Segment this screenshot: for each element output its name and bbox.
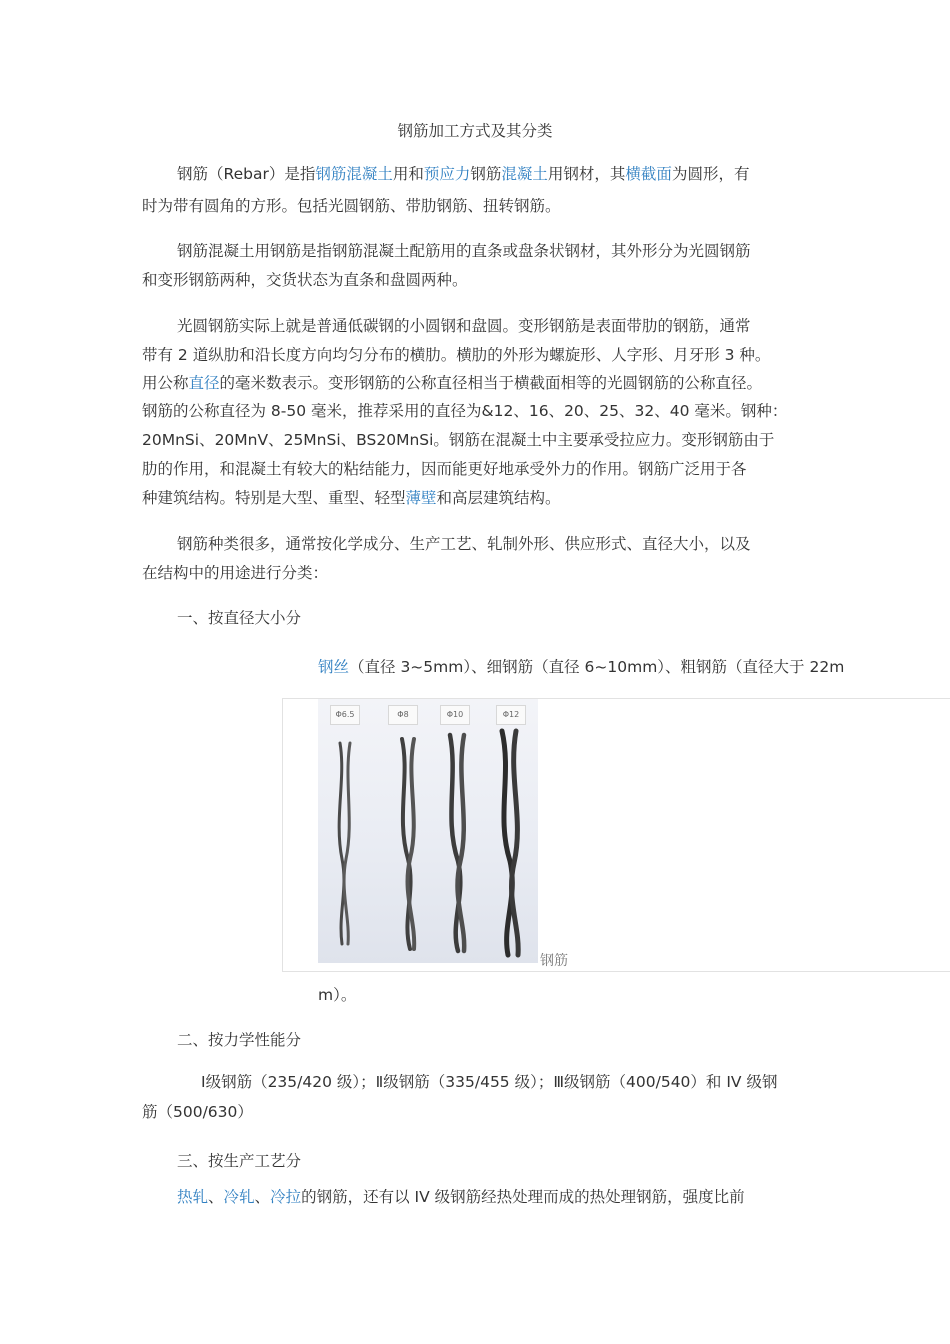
text-segment: 钢筋（Rebar）是指 xyxy=(177,165,316,183)
p3-line6: 肋的作用，和混凝土有较大的粘结能力，因而能更好地承受外力的作用。钢筋广泛用于各 xyxy=(142,460,747,478)
p2-line2: 和变形钢筋两种，交货状态为直条和盘圆两种。 xyxy=(142,271,468,289)
inline-link[interactable]: 横截面 xyxy=(625,165,672,183)
text-segment: 钢筋 xyxy=(470,165,502,183)
text-segment: 、 xyxy=(208,1188,224,1206)
rebar-photo xyxy=(318,699,538,963)
sec2-line2: 筋（500/630） xyxy=(142,1103,253,1121)
inline-link[interactable]: 冷拉 xyxy=(270,1188,302,1206)
sec1-line1 xyxy=(318,656,844,678)
sec3-line1 xyxy=(177,1186,745,1208)
p3-line4: 钢筋的公称直径为 8-50 毫米，推荐采用的直径为&12、16、20、25、32、40 毫米。钢种： xyxy=(142,402,788,420)
section-heading-diameter: 一、按直径大小分 xyxy=(177,609,302,627)
inline-link[interactable]: 热轧 xyxy=(177,1188,209,1206)
p3-line1: 光圆钢筋实际上就是普通低碳钢的小圆钢和盘圆。变形钢筋是表面带肋的钢筋，通常 xyxy=(177,317,751,335)
text-segment: 的钢筋，还有以 IV 级钢筋经热处理而成的热处理钢筋，强度比前 xyxy=(301,1188,745,1206)
photo-tag: Φ12 xyxy=(496,705,526,725)
inline-link[interactable]: 预应力 xyxy=(423,165,471,183)
p3-line3 xyxy=(142,372,762,394)
section-heading-process: 三、按生产工艺分 xyxy=(177,1152,302,1170)
inline-link[interactable]: 薄壁 xyxy=(405,489,437,507)
inline-link[interactable]: 钢丝 xyxy=(318,658,350,676)
p3-line5: 20MnSi、20MnV、25MnSi、BS20MnSi。钢筋在混凝土中主要承受拉应力。变形钢筋由于 xyxy=(142,431,775,449)
p4-line1: 钢筋种类很多，通常按化学成分、生产工艺、轧制外形、供应形式、直径大小，以及 xyxy=(177,535,751,553)
sec1-line2: m）。 xyxy=(318,986,357,1004)
text-segment: 和高层建筑结构。 xyxy=(436,489,561,507)
text-segment: 种建筑结构。特别是大型、重型、轻型 xyxy=(142,489,406,507)
text-segment: （直径 3~5mm）、细钢筋（直径 6~10mm）、粗钢筋（直径大于 22m xyxy=(349,658,845,676)
text-segment: 、 xyxy=(254,1188,271,1206)
section-heading-mechanical: 二、按力学性能分 xyxy=(177,1031,302,1049)
inline-link[interactable]: 冷轧 xyxy=(223,1188,255,1206)
photo-tag: Φ10 xyxy=(440,705,470,725)
rebar-illustration xyxy=(318,699,538,963)
photo-tag: Φ8 xyxy=(388,705,418,725)
inline-link[interactable]: 混凝土 xyxy=(501,165,548,183)
p1-line2: 时为带有圆角的方形。包括光圆钢筋、带肋钢筋、扭转钢筋。 xyxy=(142,197,561,215)
inline-link[interactable]: 直径 xyxy=(188,374,220,392)
text-segment: 为圆形，有 xyxy=(671,165,750,183)
sec2-line1: Ⅰ级钢筋（235/420 级）；Ⅱ级钢筋（335/455 级）；Ⅲ级钢筋（400/540）和 IV 级钢 xyxy=(201,1073,778,1091)
text-segment: 用钢材，其 xyxy=(547,165,626,183)
photo-tag: Φ6.5 xyxy=(330,705,360,725)
text-segment: 的毫米数表示。变形钢筋的公称直径相当于横截面相等的光圆钢筋的公称直径。 xyxy=(219,374,763,392)
figure-caption: 钢筋 xyxy=(540,953,568,969)
p3-line2: 带有 2 道纵肋和沿长度方向均匀分布的横肋。横肋的外形为螺旋形、人字形、月牙形 3 种。 xyxy=(142,346,771,364)
text-segment: 用和 xyxy=(392,165,424,183)
text-segment: 用公称 xyxy=(142,374,189,392)
document-title: 钢筋加工方式及其分类 xyxy=(397,122,553,140)
p1-line1 xyxy=(177,163,749,185)
p2-line1: 钢筋混凝土用钢筋是指钢筋混凝土配筋用的直条或盘条状钢材，其外形分为光圆钢筋 xyxy=(177,242,751,260)
p3-line7 xyxy=(142,487,561,509)
inline-link[interactable]: 钢筋混凝土 xyxy=(315,165,393,183)
p4-line2: 在结构中的用途进行分类： xyxy=(142,564,329,582)
